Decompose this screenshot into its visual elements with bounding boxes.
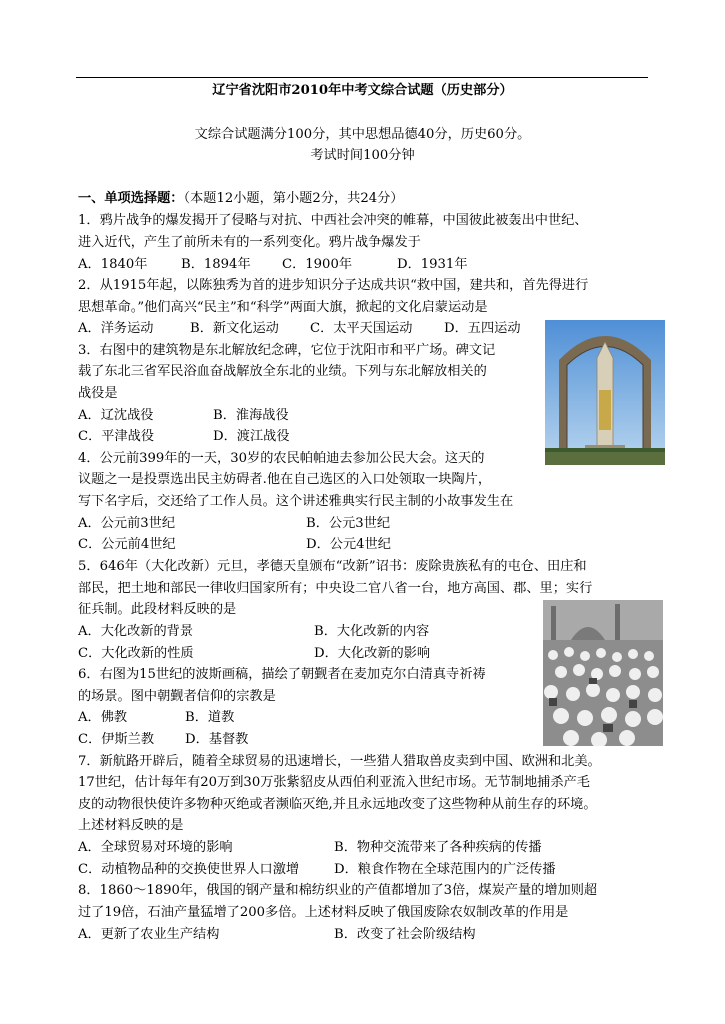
q4-option-c[interactable]: C．公元前4世纪 (78, 537, 176, 552)
question-5-line-1: 5．646年（大化改新）元旦，孝德天皇颁布“改新”诏书：废除贵族私有的屯仓、田庄和 (78, 559, 587, 574)
q1-option-d[interactable]: D．1931年 (397, 257, 468, 272)
question-1-line-2: 进入近代，产生了前所未有的一系列变化。鸦片战争爆发于 (78, 235, 421, 250)
exam-info-line: 文综合试题满分100分，其中思想品德40分，历史60分。 (194, 127, 531, 142)
q5-option-a[interactable]: A．大化改新的背景 (78, 624, 194, 639)
exam-time-line: 考试时间100分钟 (310, 148, 415, 163)
q1-option-a[interactable]: A．1840年 (78, 257, 148, 272)
q6-option-c[interactable]: C．伊斯兰教 (78, 732, 155, 747)
q8-option-b[interactable]: B．改变了社会阶级结构 (334, 927, 476, 942)
q7-option-d[interactable]: D．粮食作物在全球范围内的广泛传播 (334, 862, 556, 877)
monument-photo (545, 320, 665, 465)
q6-option-d[interactable]: D．基督教 (185, 732, 249, 747)
q4-option-a[interactable]: A．公元前3世纪 (78, 516, 176, 531)
question-4-line-1: 4．公元前399年的一天，30岁的农民帕帕迪去参加公民大会。这天的 (78, 451, 485, 466)
q3-option-c[interactable]: C．平津战役 (78, 429, 155, 444)
question-7-line-3: 皮的动物很快使许多物种灭绝或者濒临灭绝,并且永远地改变了这些物种从前生存的环境。 (78, 797, 597, 812)
q6-option-b[interactable]: B．道教 (185, 710, 235, 725)
section-note: （本题12小题，第小题2分，共24分） (183, 191, 404, 206)
section-heading (78, 190, 403, 208)
question-2-line-1: 2．从1915年起，以陈独秀为首的进步知识分子达成共识“救中国，建共和，首先得进行 (78, 278, 589, 293)
question-8-line-1: 8．1860～1890年，俄国的钢产量和棉纺织业的产值都增加了3倍，煤炭产量的增加则超 (78, 883, 598, 898)
q5-option-d[interactable]: D．大化改新的影响 (314, 646, 431, 661)
q7-option-c[interactable]: C．动植物品种的交换使世界人口激增 (78, 862, 300, 877)
question-8-line-2: 过了19倍，石油产量猛增了200多倍。上述材料反映了俄国废除农奴制改革的作用是 (78, 905, 569, 920)
q6-option-a[interactable]: A．佛教 (78, 710, 128, 725)
question-7-line-2: 17世纪，估计每年有20万到30万张紫貂皮从西伯利亚流入世纪市场。无节制地捕杀产毛 (78, 775, 590, 790)
question-6-line-2: 的场景。图中朝觐者信仰的宗教是 (78, 689, 276, 704)
section-title: 一、单项选择题： (78, 191, 184, 206)
q7-option-a[interactable]: A．全球贸易对环境的影响 (78, 840, 233, 855)
question-4-line-2: 议题之一是投票选出民主妨碍者.他在自己选区的入口处领取一块陶片， (78, 472, 492, 487)
question-5-line-3: 征兵制。此段材料反映的是 (78, 602, 237, 617)
question-5-line-2: 部民，把土地和部民一律收归国家所有；中央设二官八省一台，地方高国、郡、里；实行 (78, 581, 593, 596)
q2-option-d[interactable]: D．五四运动 (444, 321, 521, 336)
page-title: 辽宁省沈阳市2010年中考文综合试题（历史部分） (212, 83, 513, 98)
pilgrims-photo (543, 600, 663, 746)
q5-option-c[interactable]: C．大化改新的性质 (78, 646, 194, 661)
q7-option-b[interactable]: B．物种交流带来了各种疾病的传播 (334, 840, 542, 855)
q1-option-c[interactable]: C．1900年 (282, 257, 353, 272)
question-2-line-2: 思想革命。”他们高兴“民主”和“科学”两面大旗，掀起的文化启蒙运动是 (78, 300, 488, 315)
q2-option-c[interactable]: C．太平天国运动 (310, 321, 413, 336)
question-4-line-3: 写下名字后，交还给了工作人员。这个讲述雅典实行民主制的小故事发生在 (78, 494, 514, 509)
question-3-line-2: 载了东北三省军民浴血奋战解放全东北的业绩。下列与东北解放相关的 (78, 364, 487, 379)
q4-option-d[interactable]: D．公元4世纪 (306, 537, 391, 552)
q2-option-a[interactable]: A．洋务运动 (78, 321, 154, 336)
q5-option-b[interactable]: B．大化改新的内容 (314, 624, 430, 639)
header-rule (76, 77, 648, 78)
question-7-line-1: 7．新航路开辟后，随着全球贸易的迅速增长，一些猎人猎取兽皮卖到中国、欧洲和北美。 (78, 754, 601, 769)
question-1-line-1: 1．鸦片战争的爆发揭开了侵略与对抗、中西社会冲突的帷幕，中国彼此被轰出中世纪、 (78, 213, 588, 228)
q3-option-b[interactable]: B．淮海战役 (213, 408, 289, 423)
q3-option-a[interactable]: A．辽沈战役 (78, 408, 154, 423)
q3-option-d[interactable]: D．渡江战役 (213, 429, 290, 444)
q8-option-a[interactable]: A．更新了农业生产结构 (78, 927, 220, 942)
q4-option-b[interactable]: B．公元3世纪 (306, 516, 391, 531)
question-3-line-3: 战役是 (78, 386, 118, 401)
q2-option-b[interactable]: B．新文化运动 (190, 321, 279, 336)
question-3-line-1: 3．右图中的建筑物是东北解放纪念碑，它位于沈阳市和平广场。碑文记 (78, 343, 496, 358)
q1-option-b[interactable]: B．1894年 (181, 257, 251, 272)
question-7-line-4: 上述材料反映的是 (78, 818, 184, 833)
question-6-line-1: 6．右图为15世纪的波斯画稿，描绘了朝觐者在麦加克尔白清真寺祈祷 (78, 667, 486, 682)
